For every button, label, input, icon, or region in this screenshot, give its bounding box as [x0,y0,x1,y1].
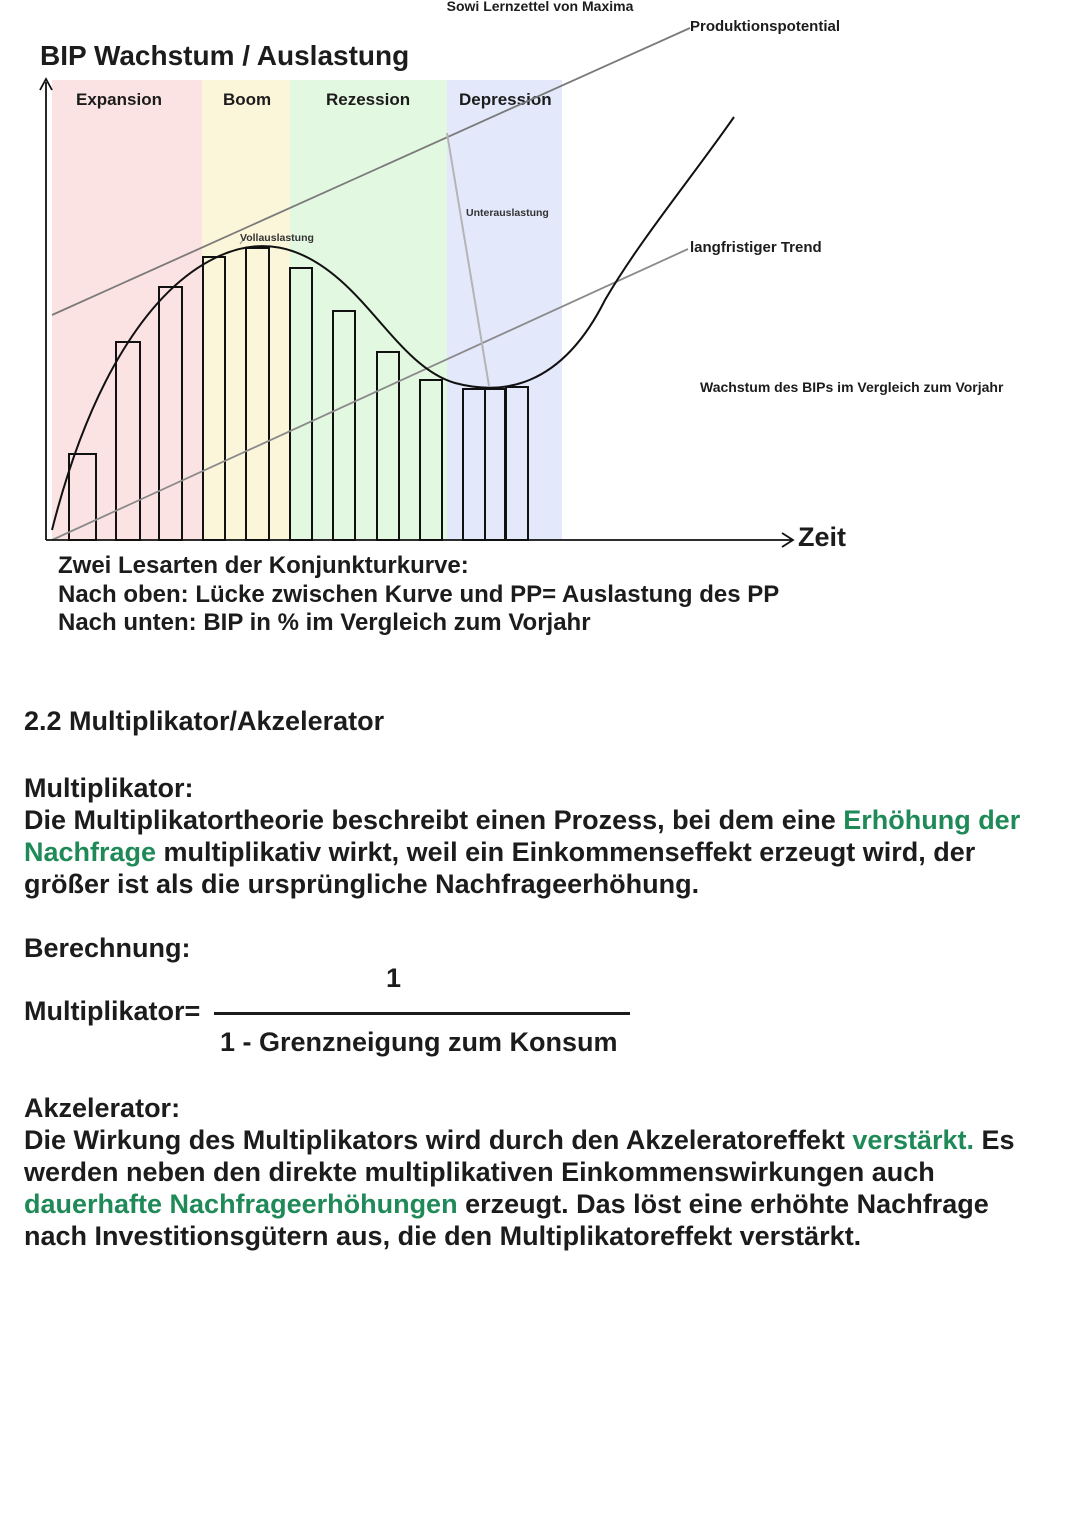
text-run: Die Multiplikatortheorie beschreibt einen Prozess, bei dem eine [24,805,844,835]
multiplier-text [24,804,1044,900]
highlight-text: verstärkt. [852,1125,974,1155]
diagram-caption [58,552,779,638]
label-gdp-growth: Wachstum des BIPs im Vergleich zum Vorjahr [700,379,1004,395]
formula-numerator: 1 [386,963,402,993]
text-run: multiplikativ wirkt, weil ein Einkommenseffekt erzeugt wird, der größer ist als die ursprüngliche Nachfrageerhöhung. [24,837,976,899]
phase-label-boom: Boom [223,90,272,109]
accelerator-heading: Akzelerator: [24,1093,181,1123]
phase-label-expansion: Expansion [76,90,162,109]
phase-band-expansion [52,80,202,540]
text-run: Es werden neben den direkte multiplikativen Einkommenswirkungen auch [24,1125,1015,1187]
header-text: Sowi Lernzettel von Maxima [446,0,634,14]
business-cycle-diagram [0,0,1080,560]
diagram-title: BIP Wachstum / Auslastung [40,40,410,71]
label-under-utilization: Unterauslastung [466,207,549,219]
accelerator-text [24,1124,1044,1252]
label-long-term-trend: langfristiger Trend [690,239,822,256]
caption-line: Zwei Lesarten der Konjunkturkurve: [58,552,469,579]
caption-line: Nach unten: BIP in % im Vergleich zum Vorjahr [58,609,591,636]
accelerator-section [24,1092,1044,1252]
phase-label-rezession: Rezession [326,90,411,109]
formula-denominator: 1 - Grenzneigung zum Konsum [220,1027,618,1057]
calculation-heading: Berechnung: [24,933,191,963]
label-production-potential: Produktionspotential [690,18,840,35]
highlight-text: dauerhafte Nachfrageerhöhungen [24,1189,458,1219]
fraction-bar [214,1012,630,1015]
highlight-text: Erhöhung der Nachfrage [24,805,1021,867]
text-run: erzeugt. Das löst eine erhöhte Nachfrage nach Investitionsgütern aus, die den Multiplikatoreffekt verstärkt. [24,1189,989,1251]
multiplier-section [24,772,1044,900]
phase-label-depression: Depression [459,90,552,109]
label-full-utilization: Vollauslastung [240,232,314,244]
formula-lhs: Multiplikator= [24,996,201,1026]
caption-line: Nach oben: Lücke zwischen Kurve und PP= Auslastung des PP [58,580,780,608]
multiplier-heading: Multiplikator: [24,773,194,803]
section-title: 2.2 Multiplikator/Akzelerator [24,706,385,736]
label-time-axis: Zeit [798,522,847,552]
multiplier-formula [24,960,724,1070]
text-run: Die Wirkung des Multiplikators wird durch den Akzeleratoreffekt [24,1125,853,1155]
